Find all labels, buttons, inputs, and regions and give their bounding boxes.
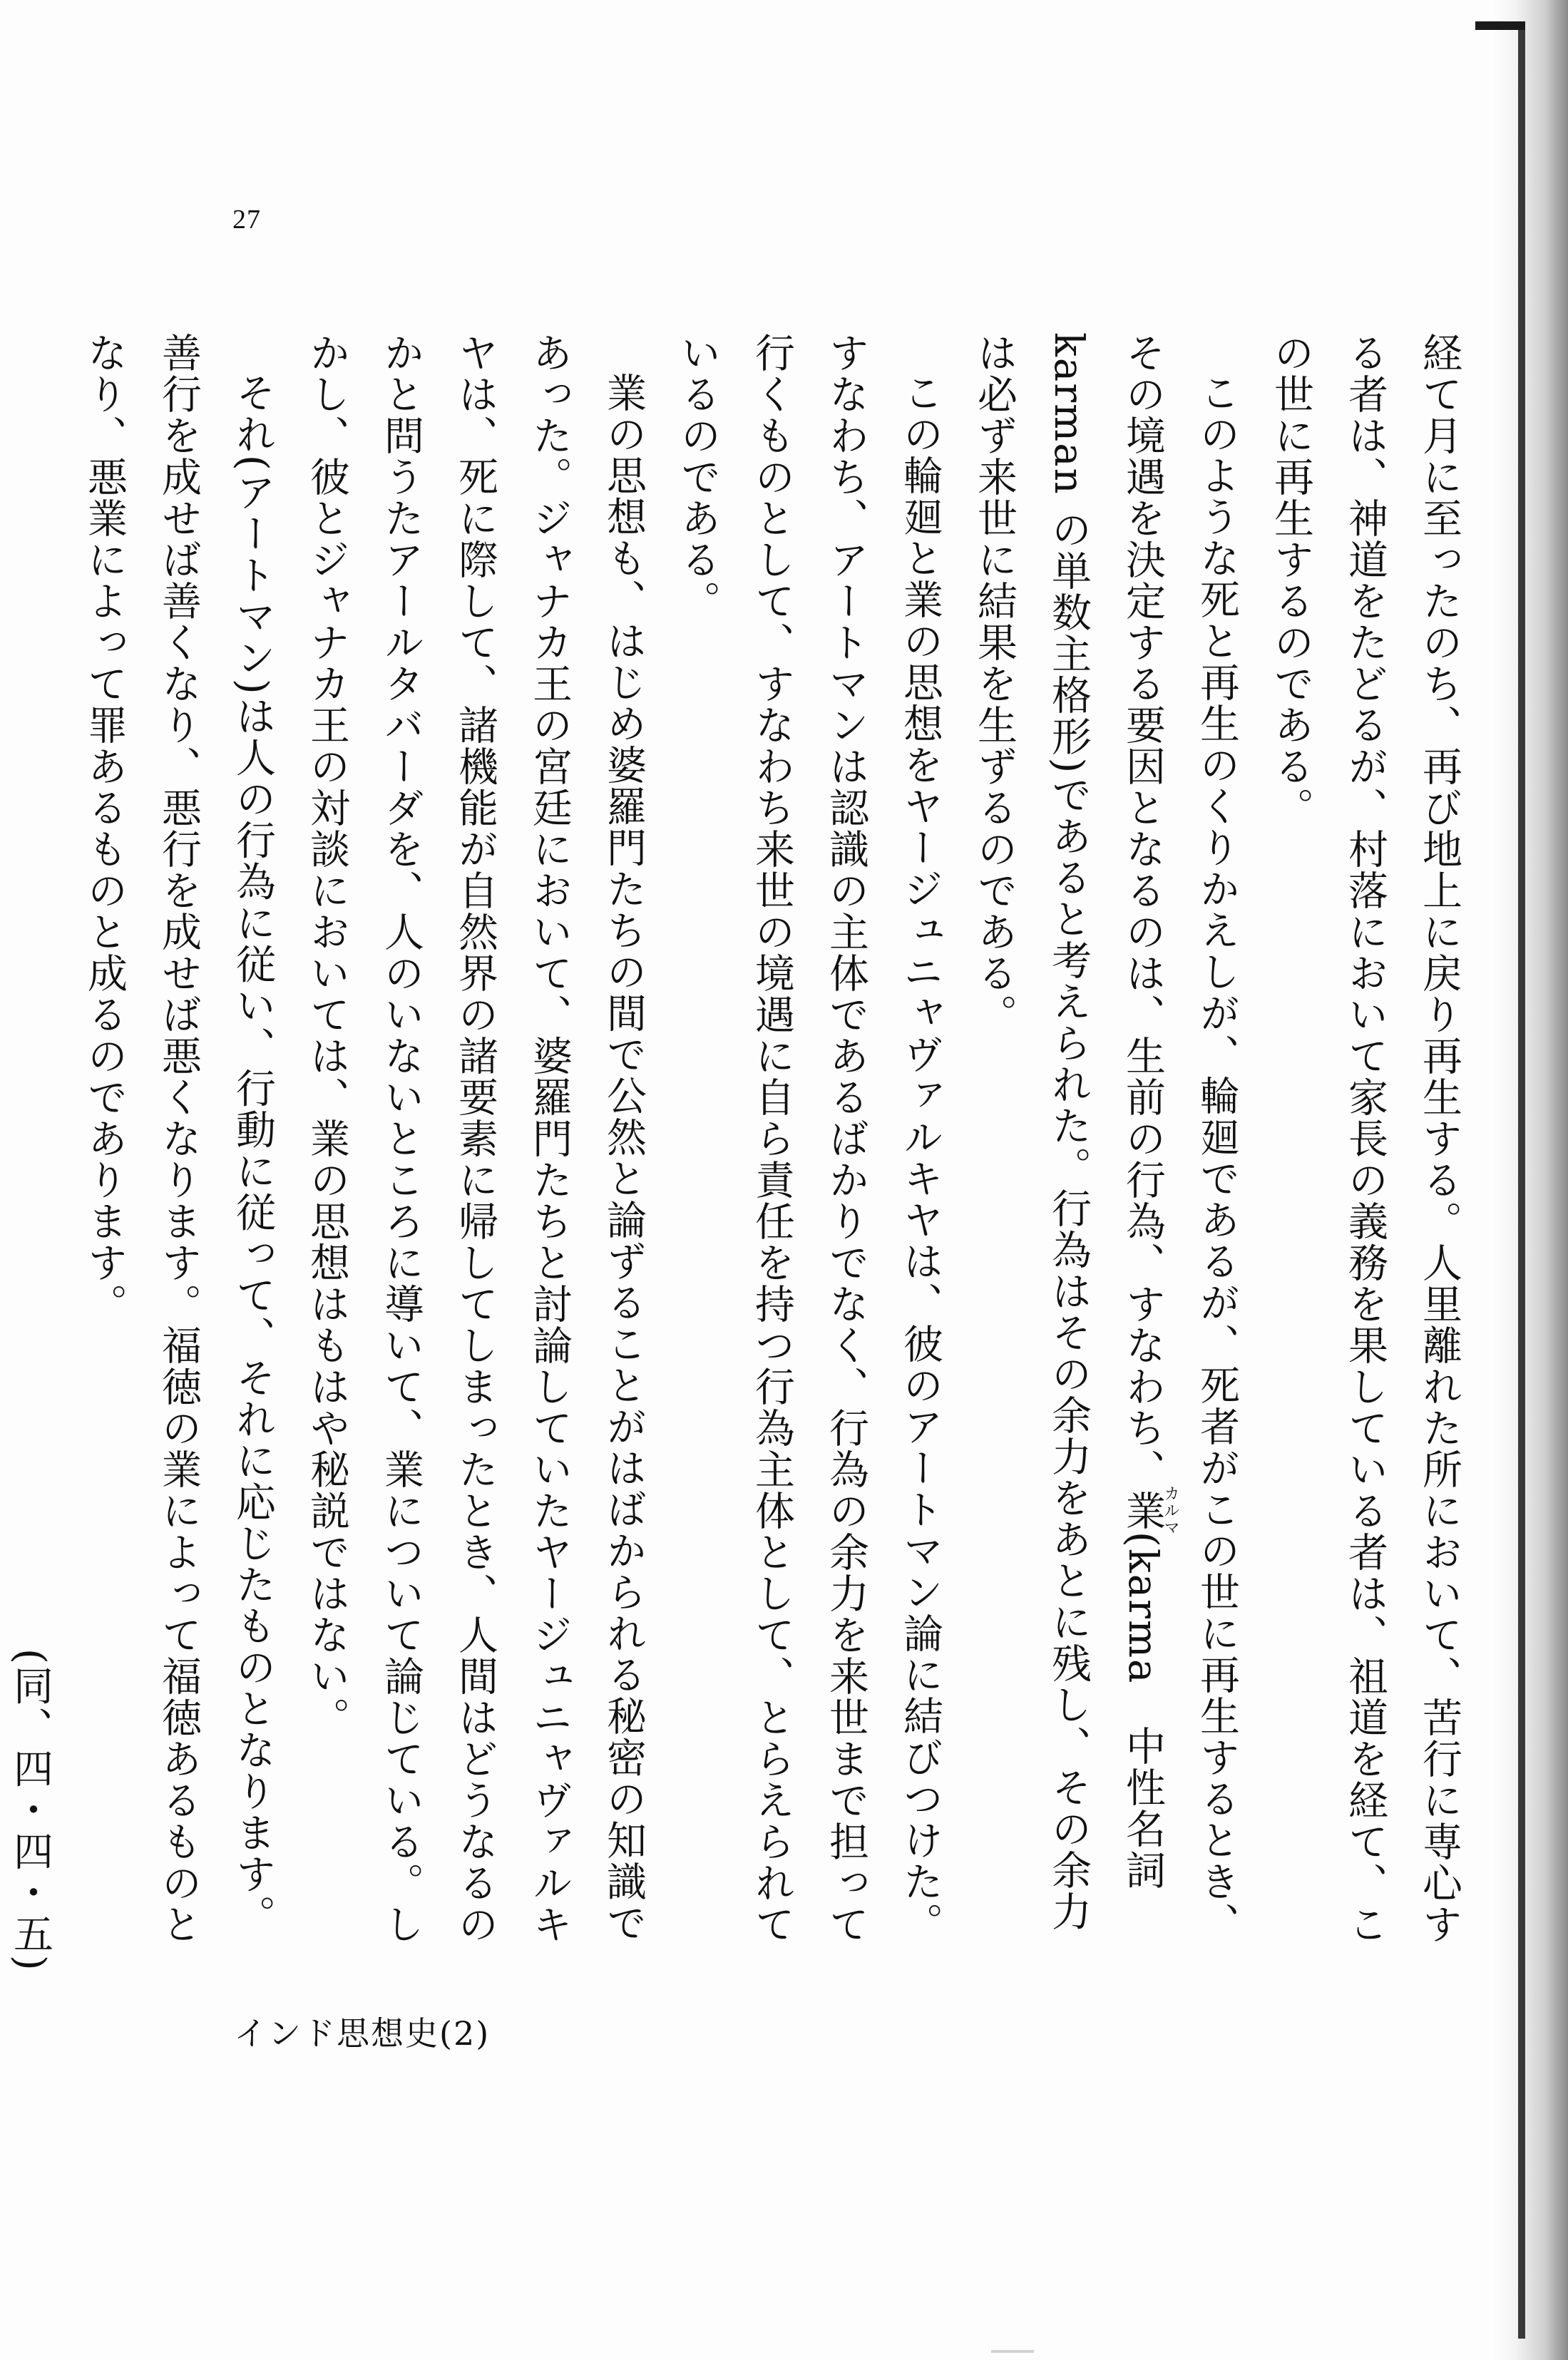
quotation-source: (同、四・四・五) <box>7 1648 53 1972</box>
karma-ruby-base: 業 <box>1119 1485 1166 1536</box>
paragraph-1: 経て月に至ったのち、再び地上に戻り再生する。人里離れた所において、苦行に専心する者は、神道をたどるが、村落において家長の義務を果している者は、祖道を経て、この世に再生するのである。 <box>1268 332 1462 1945</box>
karma-ruby <box>1119 1485 1179 1536</box>
paragraph-4: 業の思想も、はじめ婆羅門たちの間で公然と論ずることがはばかられる秘密の知識であった。ジャナカ王の宮廷において、婆羅門たちと討論していたヤージュニャヴァルキヤは、死に際して、諸機能が自然界の諸要素に帰してしまったとき、人間はどうなるのかと問うたアールタバーダを、人のいないところに導いて、業について論じている。しかし、彼とジャナカ王の対談においては、業の思想はもはや秘説ではない。 <box>304 332 647 1945</box>
paragraph-3: この輪廻と業の思想をヤージュニャヴァルキヤは、彼のアートマン論に結びつけた。すなわち、アートマンは認識の主体であるばかりでなく、行為の余力を来世まで担って行くものとして、すなわち来世の境遇に自ら責任を持つ行為主体として、とらえられているのである。 <box>675 332 943 1945</box>
scan-artifact <box>991 2350 1034 2353</box>
binding-hook <box>1475 21 1525 30</box>
paragraph-2-before: このような死と再生のくりかえしが、輪廻であるが、死者がこの世に再生するとき、その境遇を決定する要因となるのは、生前の行為、すなわち、 <box>1119 332 1240 1944</box>
page-number: 27 <box>232 205 261 235</box>
footer-title: インド思想史(2) <box>234 2014 491 2053</box>
quotation: それ(アートマン)は人の行為に従い、行動に従って、それに応じたものとなります。善行を成せば善くなり、悪行を成せば悪くなります。福徳の業によって福徳あるものとなり、悪業によって罪あるものと成るのであります。 <box>81 332 276 1945</box>
karma-ruby-reading: カルマ <box>1162 1485 1179 1536</box>
paragraph-2 <box>957 332 1254 1972</box>
body-text <box>7 332 1476 1972</box>
binding-line <box>1518 21 1525 2339</box>
paragraph-2-after: (karma 中性名詞 karman の単数主格形)であると考えられた。行為はその余力をあとに残し、その余力は必ず来世に結果を生ずるのである。 <box>971 332 1166 1933</box>
binding-edge <box>1490 0 1568 2360</box>
